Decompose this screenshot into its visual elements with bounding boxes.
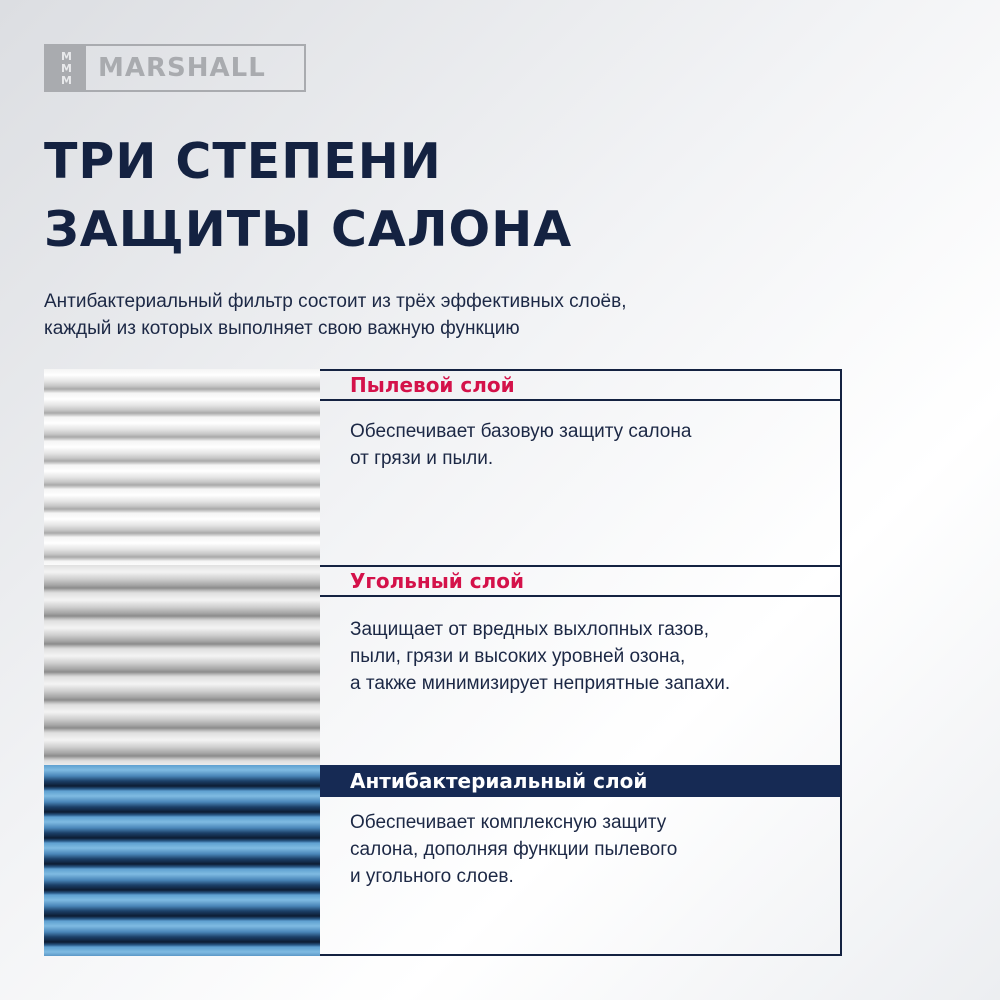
- description-line: и угольного слоев.: [350, 866, 514, 887]
- page-title-line: ТРИ СТЕПЕНИ: [44, 133, 442, 190]
- brand-logo: [44, 44, 306, 92]
- antibacterial-layer-description: [320, 797, 840, 890]
- logo-mark-letter: M: [61, 73, 71, 87]
- carbon-layer-description: [320, 597, 840, 697]
- carbon-layer-panel: [320, 565, 842, 765]
- dust-layer-description: [320, 401, 840, 472]
- filter-layers: [44, 369, 844, 956]
- dust-layer-photo: [44, 369, 320, 565]
- description-line: от грязи и пыли.: [350, 448, 494, 469]
- page-subtitle: [44, 288, 627, 342]
- description-line: Обеспечивает базовую защиту салона: [350, 421, 692, 442]
- logo-mark-letter: M: [61, 49, 71, 63]
- subtitle-line: каждый из которых выполняет свою важную функцию: [44, 318, 520, 339]
- antibacterial-layer-photo: [44, 765, 320, 956]
- subtitle-line: Антибактериальный фильтр состоит из трёх эффективных слоёв,: [44, 291, 627, 312]
- antibacterial-layer-title: Антибактериальный слой: [320, 765, 840, 797]
- page-title-line: ЗАЩИТЫ САЛОНА: [44, 201, 573, 258]
- description-line: Обеспечивает комплексную защиту: [350, 812, 667, 833]
- carbon-layer-photo: [44, 565, 320, 765]
- description-line: Защищает от вредных выхлопных газов,: [350, 619, 709, 640]
- description-line: салона, дополняя функции пылевого: [350, 839, 678, 860]
- antibacterial-layer-panel: [320, 765, 842, 956]
- description-line: пыли, грязи и высоких уровней озона,: [350, 646, 686, 667]
- description-line: а также минимизирует неприятные запахи.: [350, 673, 731, 694]
- dust-layer-panel: [320, 369, 842, 565]
- logo-text: MARSHALL: [98, 53, 266, 83]
- logo-mark-letter: M: [61, 61, 71, 75]
- dust-layer-title: Пылевой слой: [320, 371, 840, 401]
- logo-mark-icon: [46, 46, 86, 90]
- carbon-layer-title: Угольный слой: [320, 567, 840, 597]
- page-title: [44, 128, 572, 264]
